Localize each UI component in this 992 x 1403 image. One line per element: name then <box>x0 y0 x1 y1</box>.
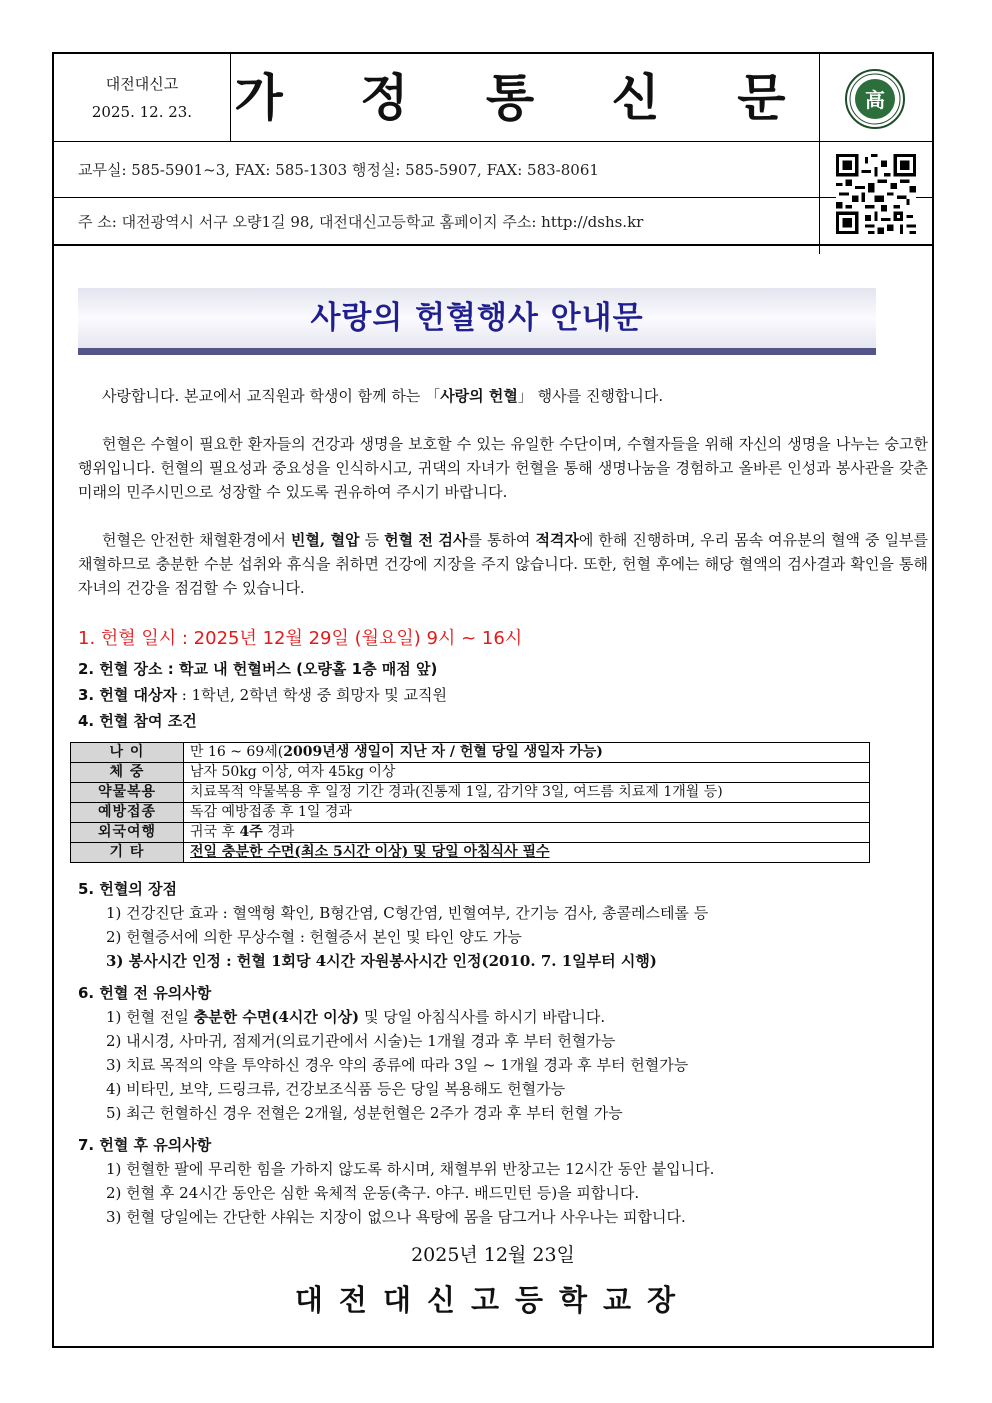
logo-char: 高 <box>865 88 885 112</box>
before-note-3: 3) 치료 목적의 약을 투약하신 경우 약의 종류에 따라 3일 ~ 1개월 경과 후 부터 헌혈가능 <box>106 1056 689 1074</box>
table-row <box>71 763 870 783</box>
contact-info: 교무실: 585-5901~3, FAX: 585-1303 행정실: 585-5907, FAX: 583-8061 <box>78 161 599 179</box>
condition-value: 만 16 ~ 69세(2009년생 생일이 지난 자 / 헌혈 당일 생일자 가능) <box>184 743 870 763</box>
notice-banner <box>78 288 876 355</box>
conditions-table <box>70 742 870 863</box>
letter-title: 가 정 통 신 문 <box>234 69 816 127</box>
benefit-3: 3) 봉사시간 인정 : 헌혈 1회당 4시간 자원봉사시간 인정(2010. 7. 1일부터 시행) <box>106 952 657 970</box>
header-address-row <box>54 198 932 246</box>
table-row <box>71 803 870 823</box>
condition-key: 체 중 <box>71 763 184 783</box>
before-note-4: 4) 비타민, 보약, 드링크류, 건강보조식품 등은 당일 복용해도 헌혈가능 <box>106 1080 566 1098</box>
item-6-before: 6. 헌혈 전 유의사항 <box>78 984 212 1002</box>
condition-value: 전일 충분한 수면(최소 5시간 이상) 및 당일 아침식사 필수 <box>184 843 870 863</box>
table-row <box>71 783 870 803</box>
condition-key: 약물복용 <box>71 783 184 803</box>
after-note-3: 3) 헌혈 당일에는 간단한 샤워는 지장이 없으나 욕탕에 몸을 담그거나 사우나는 피합니다. <box>106 1208 686 1226</box>
condition-value: 치료목적 약물복용 후 일정 기간 경과(진통제 1일, 감기약 3일, 여드름 치료제 1개월 등) <box>184 783 870 803</box>
footer-date: 2025년 12월 23일 <box>411 1244 575 1266</box>
letter-frame <box>52 52 934 1348</box>
condition-value: 남자 50kg 이상, 여자 45kg 이상 <box>184 763 870 783</box>
intro-paragraph-3: 헌혈은 안전한 채혈환경에서 빈혈, 혈압 등 헌혈 전 검사를 통하여 적격자에 한해 진행하며, 우리 몸속 여유분의 혈액 중 일부를 채혈하므로 충분한 수분 섭취와 휴식을 취하면 건강에 지장을 주지 않습니다. 또한, 헌혈 후에는 해당 혈액의 검사결과 확인을 통해 자녀의 건강을 점검할 수 있습니다. <box>78 531 929 597</box>
condition-value: 독감 예방접종 후 1일 경과 <box>184 803 870 823</box>
condition-key: 외국여행 <box>71 823 184 843</box>
after-note-2: 2) 헌혈 후 24시간 동안은 심한 육체적 운동(축구. 야구. 배드민턴 등)을 피합니다. <box>106 1184 640 1202</box>
item-1-datetime: 1. 헌혈 일시 : 2025년 12월 29일 (월요일) 9시 ~ 16시 <box>78 628 523 649</box>
header-title-row <box>54 54 932 142</box>
header-contact-row <box>54 142 932 198</box>
intro-paragraph-1: 사랑합니다. 본교에서 교직원과 학생이 함께 하는 「사랑의 헌혈」 행사를 진행합니다. <box>102 387 664 405</box>
address-info: 주 소: 대전광역시 서구 오량1길 98, 대전대신고등학교 홈페이지 주소: http://dshs.kr <box>78 213 644 231</box>
benefit-1: 1) 건강진단 효과 : 혈액형 확인, B형간염, C형간염, 빈혈여부, 간기능 검사, 총콜레스테롤 등 <box>106 904 709 922</box>
before-note-2: 2) 내시경, 사마귀, 점제거(의료기관에서 시술)는 1개월 경과 후 부터 헌혈가능 <box>106 1032 616 1050</box>
condition-key: 기 타 <box>71 843 184 863</box>
after-note-1: 1) 헌혈한 팔에 무리한 힘을 가하지 않도록 하시며, 채혈부위 반창고는 12시간 동안 붙입니다. <box>106 1160 715 1178</box>
qr-code-icon[interactable] <box>836 154 916 234</box>
table-row <box>71 743 870 763</box>
intro-paragraph-2: 헌혈은 수혈이 필요한 환자들의 건강과 생명을 보호할 수 있는 유일한 수단이며, 수혈자들을 위해 자신의 생명을 나누는 숭고한 행위입니다. 헌혈의 필요성과 중요성을 인식하시고, 귀댁의 자녀가 헌혈을 통해 생명나눔을 경험하고 올바른 인성과 봉사관을 갖춘 미래의 민주시민으로 성장할 수 있도록 권유하여 주시기 바랍니다. <box>78 435 928 501</box>
table-row <box>71 823 870 843</box>
condition-value: 귀국 후 4주 경과 <box>184 823 870 843</box>
table-row <box>71 843 870 863</box>
school-info <box>54 54 230 142</box>
benefit-2: 2) 헌혈증서에 의한 무상수혈 : 헌혈증서 본인 및 타인 양도 가능 <box>106 928 522 946</box>
item-2-location: 2. 헌혈 장소 : 학교 내 헌혈버스 (오량홀 1층 매점 앞) <box>78 660 438 678</box>
letter-header <box>54 54 932 254</box>
notice-title: 사랑의 헌혈행사 안내문 <box>310 300 644 336</box>
condition-key: 예방접종 <box>71 803 184 823</box>
item-4-conditions: 4. 헌혈 참여 조건 <box>78 712 197 730</box>
condition-key: 나 이 <box>71 743 184 763</box>
school-logo-icon <box>844 68 906 130</box>
school-name: 대전대신고 <box>105 75 179 93</box>
issue-date: 2025. 12. 23. <box>91 103 193 121</box>
principal-signature: 대전대신고등학교장 <box>294 1283 692 1317</box>
item-3-target: 3. 헌혈 대상자 : 1학년, 2학년 학생 중 희망자 및 교직원 <box>78 686 447 704</box>
before-note-5: 5) 최근 헌혈하신 경우 전혈은 2개월, 성분헌혈은 2주가 경과 후 부터 헌혈 가능 <box>106 1104 623 1122</box>
item-7-after: 7. 헌혈 후 유의사항 <box>78 1136 212 1154</box>
item-5-benefits: 5. 헌혈의 장점 <box>78 880 178 898</box>
before-note-1: 1) 헌혈 전일 충분한 수면(4시간 이상) 및 당일 아침식사를 하시기 바랍니다. <box>106 1008 606 1026</box>
